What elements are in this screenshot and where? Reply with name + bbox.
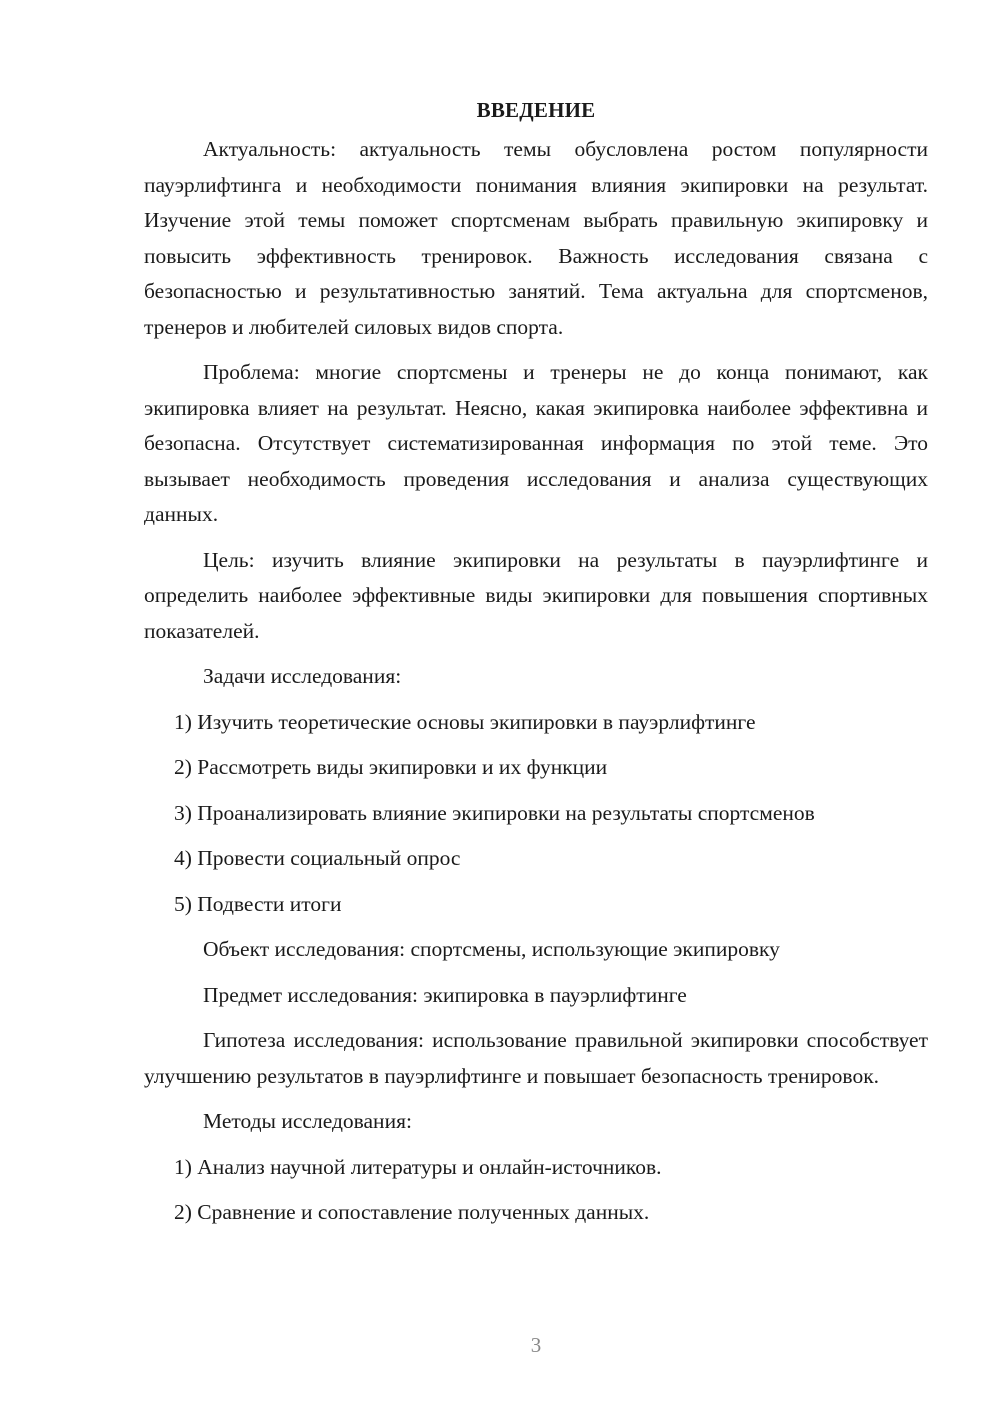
object-line: Объект исследования: спортсмены, использующие экипировку <box>203 937 780 961</box>
task-item-4: 4) Провести социальный опрос <box>174 846 461 870</box>
page-number: 3 <box>530 1333 542 1357</box>
goal-paragraph: Цель: изучить влияние экипировки на результаты в пауэрлифтинге и определить наиболее эффективные виды экипировки для повышения спортивных показателей. <box>144 547 928 643</box>
methods-label: Методы исследования: <box>203 1109 412 1133</box>
tasks-label: Задачи исследования: <box>203 664 402 688</box>
task-item-2: 2) Рассмотреть виды экипировки и их функции <box>174 755 608 779</box>
method-item-1: 1) Анализ научной литературы и онлайн-источников. <box>174 1154 662 1179</box>
section-heading: ВВЕДЕНИЕ <box>476 98 596 122</box>
method-item-2: 2) Сравнение и сопоставление полученных данных. <box>174 1200 650 1224</box>
relevance-paragraph: Актуальность: актуальность темы обусловлена ростом популярности пауэрлифтинга и необходимости понимания влияния экипировки на результат. Изучение этой темы поможет спортсменам выбрать правильную экипировку и повысить эффективность тренировок. Важность исследования связана с безопасностью и результативностью занятий. Тема актуальна для спортсменов, тренеров и любителей силовых видов спорта. <box>144 137 928 339</box>
task-item-3: 3) Проанализировать влияние экипировки на результаты спортсменов <box>174 800 815 825</box>
task-item-1: 1) Изучить теоретические основы экипировки в пауэрлифтинге <box>174 709 756 734</box>
subject-line: Предмет исследования: экипировка в пауэрлифтинге <box>203 982 687 1007</box>
page-content <box>144 92 928 1241</box>
hypothesis-paragraph: Гипотеза исследования: использование правильной экипировки способствует улучшению результатов в пауэрлифтинге и повышает безопасность тренировок. <box>144 1028 928 1088</box>
problem-paragraph: Проблема: многие спортсмены и тренеры не до конца понимают, как экипировка влияет на результат. Неясно, какая экипировка наиболее эффективна и безопасна. Отсутствует систематизированная информация по этой теме. Это вызывает необходимость проведения исследования и анализа существующих данных. <box>144 360 928 526</box>
task-item-5: 5) Подвести итоги <box>174 891 342 916</box>
